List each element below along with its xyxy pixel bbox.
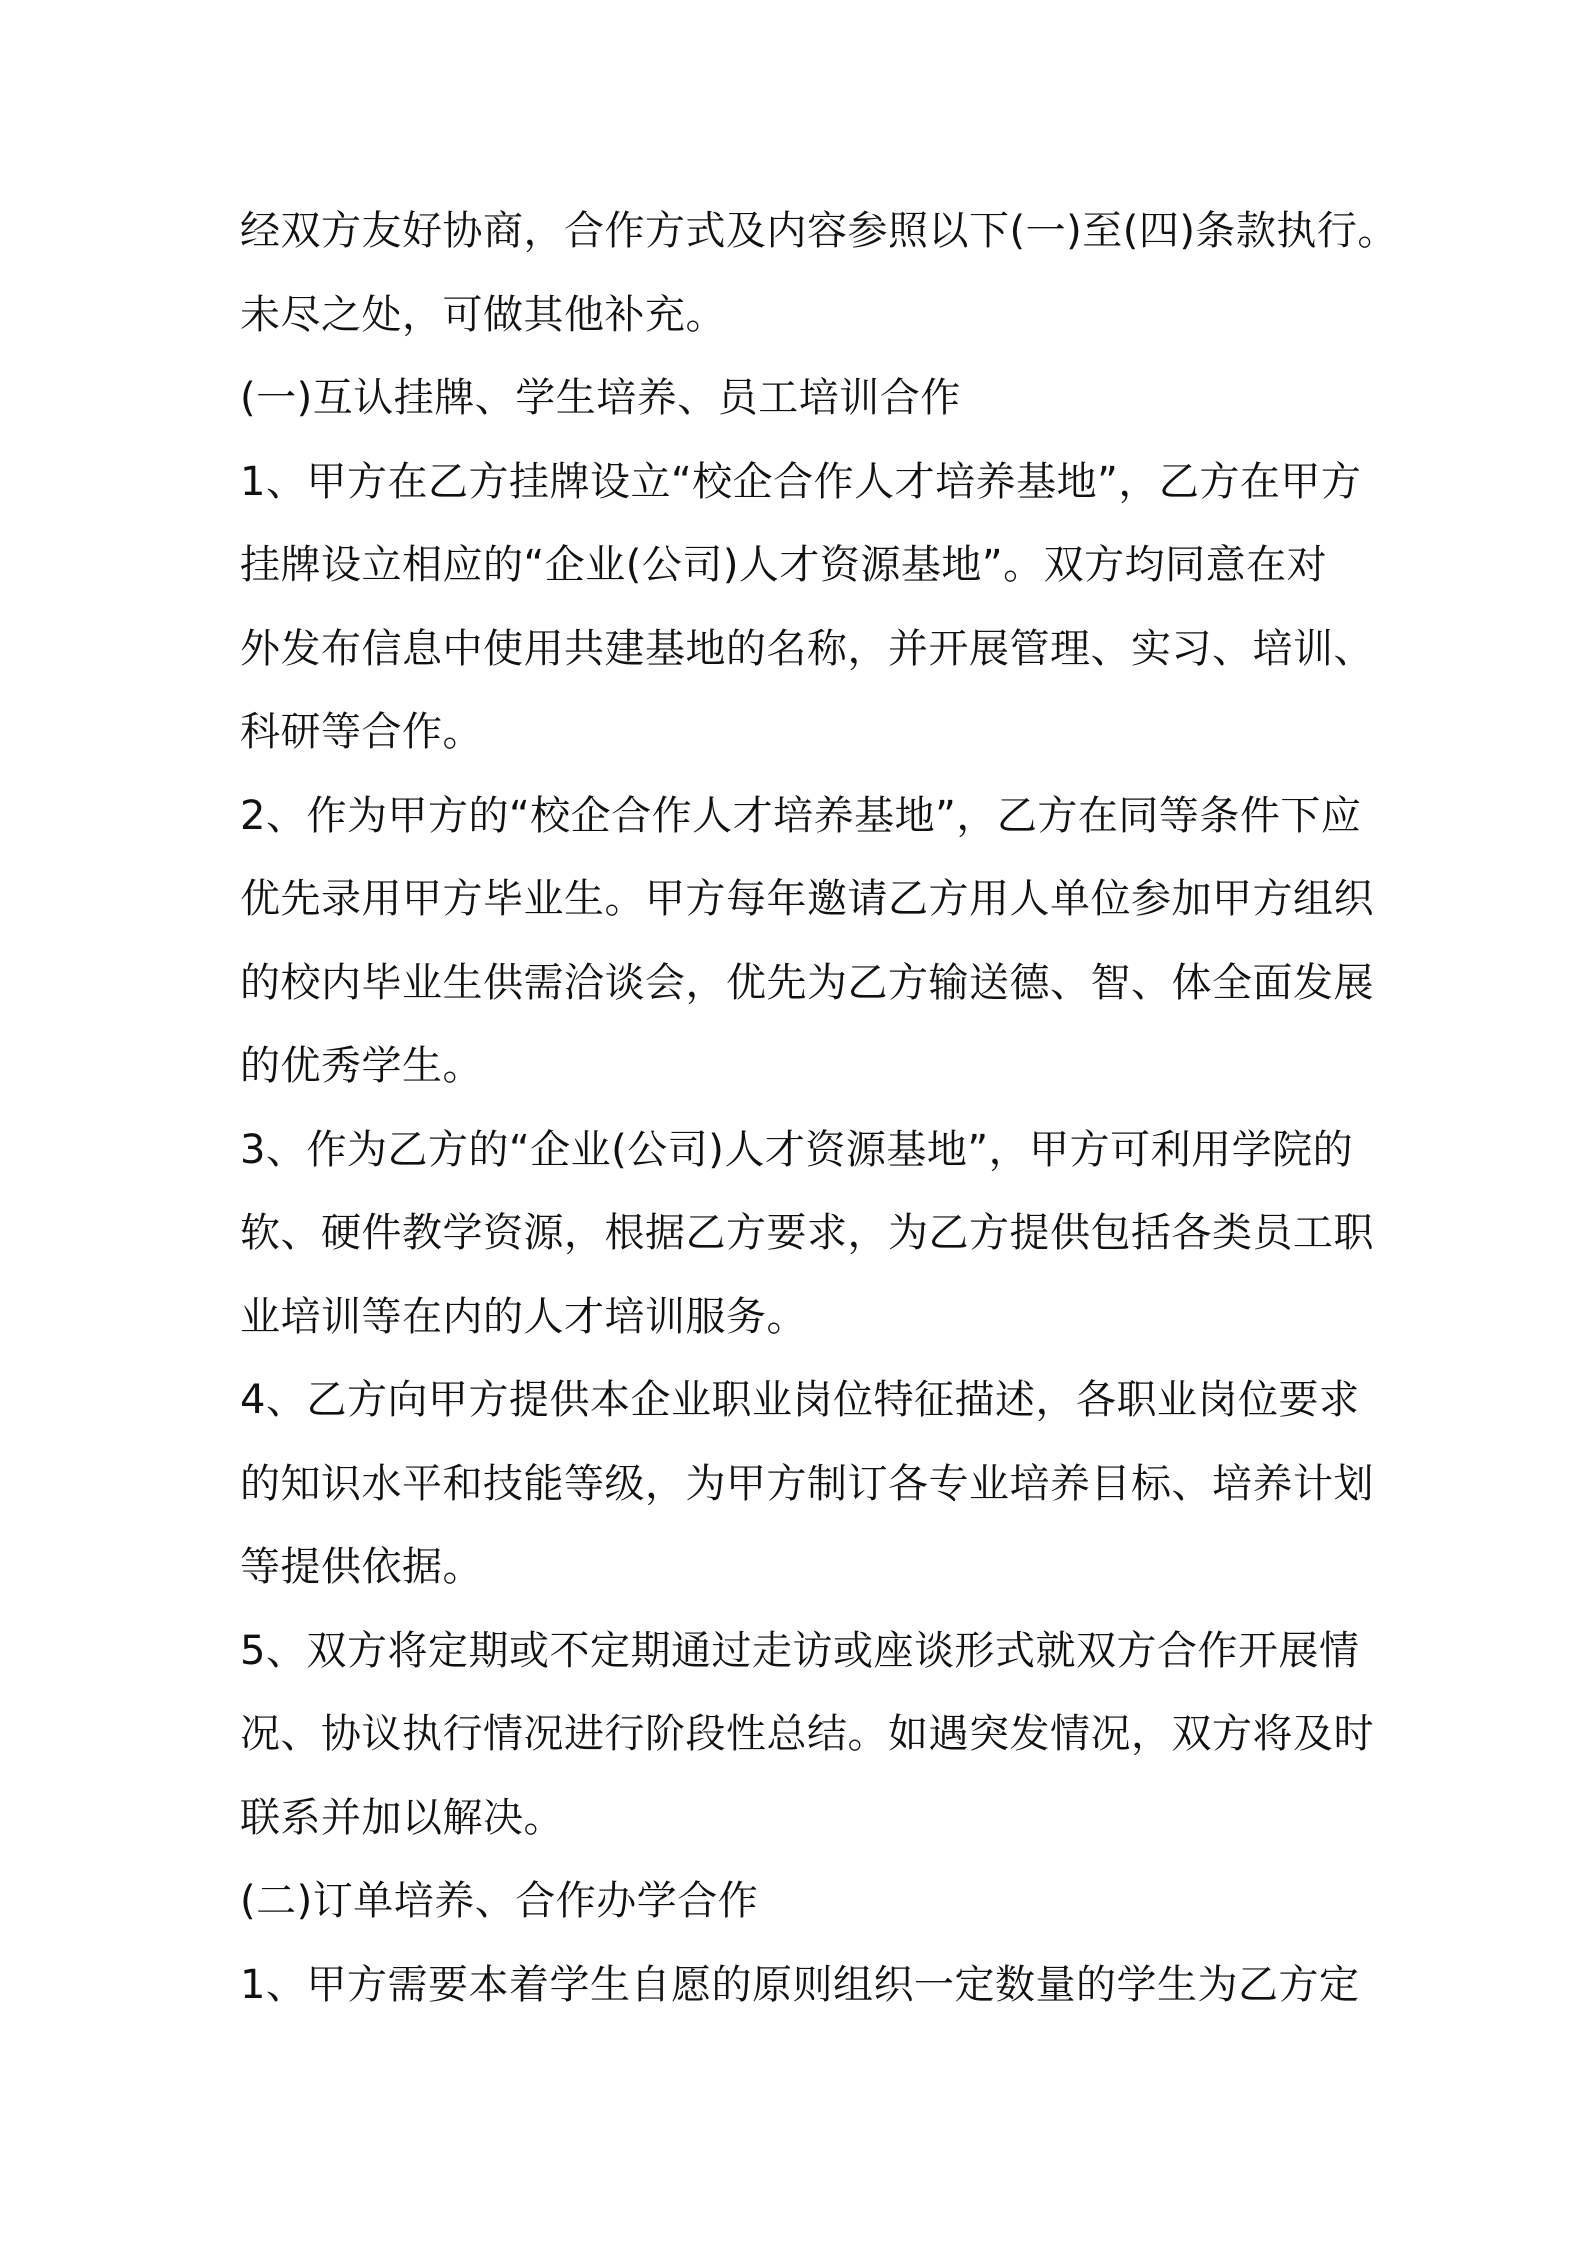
document-body <box>240 196 1398 2033</box>
text-line: 挂牌设立相应的“企业(公司)人才资源基地”。双方均同意在对 <box>240 542 1328 588</box>
text-line: 联系并加以解决。 <box>240 1794 564 1841</box>
text-line: 1、甲方在乙方挂牌设立“校企合作人才培养基地”，乙方在甲方 <box>240 458 1362 505</box>
text-line: 3、作为乙方的“企业(公司)人才资源基地”，甲方可利用学院的 <box>240 1126 1354 1173</box>
text-line: 软、硬件教学资源，根据乙方要求，为乙方提供包括各类员工职 <box>240 1210 1374 1256</box>
text-line: 4、乙方向甲方提供本企业职业岗位特征描述，各职业岗位要求 <box>240 1377 1360 1423</box>
text-line: 经双方友好协商，合作方式及内容参照以下(一)至(四)条款执行。 <box>240 208 1398 254</box>
text-line: 况、协议执行情况进行阶段性总结。如遇突发情况，双方将及时 <box>240 1711 1374 1757</box>
text-line: 2、作为甲方的“校企合作人才培养基地”，乙方在同等条件下应 <box>240 792 1362 839</box>
text-line: 的优秀学生。 <box>240 1043 483 1089</box>
text-line: 的校内毕业生供需洽谈会，优先为乙方输送德、智、体全面发展 <box>240 959 1374 1006</box>
text-line: 1、甲方需要本着学生自愿的原则组织一定数量的学生为乙方定 <box>240 1961 1360 2008</box>
text-line: 未尽之处，可做其他补充。 <box>240 291 726 338</box>
text-line: 优先录用甲方毕业生。甲方每年邀请乙方用人单位参加甲方组织 <box>240 876 1374 922</box>
section-heading: (二)订单培养、合作办学合作 <box>240 1878 759 1924</box>
section-heading: (一)互认挂牌、学生培养、员工培训合作 <box>240 375 961 421</box>
text-line: 等提供依据。 <box>240 1544 483 1590</box>
text-line: 5、双方将定期或不定期通过走访或座谈形式就双方合作开展情 <box>240 1627 1360 1674</box>
text-line: 外发布信息中使用共建基地的名称，并开展管理、实习、培训、 <box>240 625 1374 672</box>
text-line: 业培训等在内的人才培训服务。 <box>240 1293 807 1340</box>
text-line: 的知识水平和技能等级，为甲方制订各专业培养目标、培养计划 <box>240 1460 1374 1507</box>
text-line: 科研等合作。 <box>240 709 483 755</box>
